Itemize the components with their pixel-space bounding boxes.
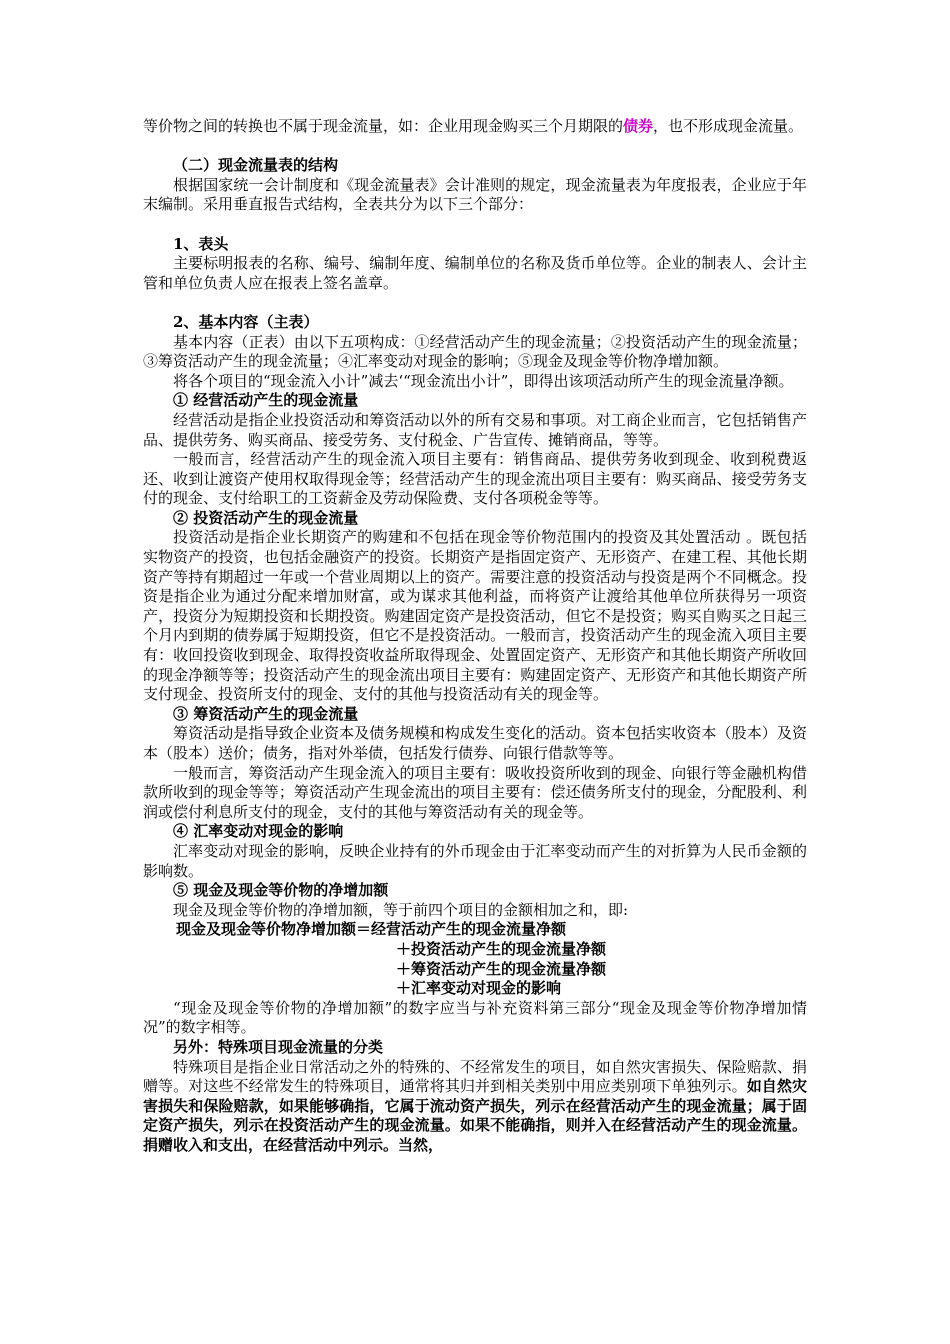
operating-body-1: 经营活动是指企业投资活动和筹资活动以外的所有交易和事项。对工商企业而言，它包括销售产品、提供劳务、购买商品、接受劳务、支付税金、广告宣传、摊销商品，等等。 xyxy=(143,410,807,449)
operating-heading: ① 经营活动产生的现金流量 xyxy=(173,391,359,410)
investing-heading: ② 投资活动产生的现金流量 xyxy=(173,508,359,527)
exchange-heading: ④ 汇率变动对现金的影响 xyxy=(173,822,344,841)
investing-body: 投资活动是指企业长期资产的购建和不包括在现金等价物范围内的投资及其处置活动 。既包括实物资产的投资，也包括金融资产的投资。长期资产是指固定资产、无形资产、在建工程、其他长期资产等持有期超过一年或一个营业周期以上的资产。需要注意的投资活动与投资是两个不同概念。投资是指企业为通过分配来增加财富，或为谋求其他利益，而将资产让渡给其他单位所获得另一项资产，投资分为短期投资和长期投资。购建固定资产是投资活动，但它不是投资；购买自购买之日起三个月内到期的债券属于短期投资，但它不是投资活动。一般而言，投资活动产生的现金流入项目主要有：收回投资收到现金、取得投资收益所取得现金、处置固定资产、无形资产和其他长期资产所收回的现金净额等等；投资活动产生的现金流出项目主要有：购建固定资产、无形资产和其他长期资产所支付现金、投资所支付的现金、支付的其他与投资活动有关的现金等。 xyxy=(143,528,807,704)
financing-body-2: 一般而言，筹资活动产生现金流入的项目主要有：吸收投资所收到的现金、向银行等金融机构借款所收到的现金等等；筹资活动产生现金流出的项目主要有：偿还债务所支付的现金，分配股利、利润或偿付利息所支付的现金，支付的其他与筹资活动有关的现金等。 xyxy=(143,763,807,821)
formula-line: ＋汇率变动对现金的影响 xyxy=(396,979,562,998)
part-header-heading: 1、表头 xyxy=(173,234,229,253)
formula-line: ＋投资活动产生的现金流量净额 xyxy=(396,939,607,958)
bond-link[interactable]: 债券 xyxy=(623,117,654,135)
formula-line: ＋筹资活动产生的现金流量净额 xyxy=(396,959,607,978)
financing-body-1: 筹资活动是指导致企业资本及债务规模和构成发生变化的活动。资本包括实收资本（股本）及资本（股本）送价；债务，指对外举债，包括发行债券、向银行借款等等。 xyxy=(143,724,807,762)
formula-line: 现金及现金等价物净增加额＝经营活动产生的现金流量净额 xyxy=(176,920,567,939)
net-increase-formula xyxy=(143,920,807,998)
section-structure-heading: （二）现金流量表的结构 xyxy=(173,156,339,175)
part-main-body-1: 基本内容（正表）由以下五项构成：①经营活动产生的现金流量；②投资活动产生的现金流量；③筹资活动产生的现金流量；④汇率变动对现金的影响；⑤现金及现金等价物净增加额。 xyxy=(143,332,807,371)
financing-heading: ③ 筹资活动产生的现金流量 xyxy=(173,704,359,723)
net-increase-note: “现金及现金等价物的净增加额”的数字应当与补充资料第三部分“现金及现金等价物净增加情况”的数字相等。 xyxy=(143,998,807,1037)
net-increase-heading: ⑤ 现金及现金等价物的净增加额 xyxy=(173,881,389,900)
special-items-heading: 另外：特殊项目现金流量的分类 xyxy=(173,1037,384,1056)
exchange-body: 汇率变动对现金的影响，反映企业持有的外币现金由于汇率变动而产生的对折算为人民币金额的影响数。 xyxy=(143,841,807,880)
operating-body-2: 一般而言，经营活动产生的现金流入项目主要有：销售商品、提供劳务收到现金、收到税费返还、收到让渡资产使用权取得现金等；经营活动产生的现金流出项目主要有：购买商品、接受劳务支付的现金、支付给职工的工资薪金及劳动保险费、支付各项税金等等。 xyxy=(143,450,807,508)
part-header-body: 主要标明报表的名称、编号、编制年度、编制单位的名称及货币单位等。企业的制表人、会计主管和单位负责人应在报表上签名盖章。 xyxy=(143,254,807,292)
part-main-body-2: 将各个项目的“现金流入小计”减去‘“现金流出小计”，即得出该项活动所产生的现金流量净额。 xyxy=(173,371,794,390)
net-increase-body: 现金及现金等价物的净增加额，等于前四个项目的金额相加之和，即: xyxy=(173,900,629,919)
special-items-body: 特殊项目是指企业日常活动之外的特殊的、不经常发生的项目，如自然灾害损失、保险赔款、捐赠等。对这些不经常发生的特殊项目，通常将其归并到相关类别中用应类别项下单独列示。如自然灾害损失和保险赔款，如果能够确指，它属于流动资产损失，列示在经营活动产生的现金流量；属于固定资产损失，列示在投资活动产生的现金流量。如果不能确指，则并入在经营活动产生的现金流量。捐赠收入和支出，在经营活动中列示。当然， xyxy=(143,1057,807,1154)
section-structure-body: 根据国家统一会计制度和《现金流量表》会计准则的规定，现金流量表为年度报表，企业应于年末编制。采用垂直报告式结构，全表共分为以下三个部分： xyxy=(143,175,807,214)
intro-paragraph: 等价物之间的转换也不属于现金流量，如：企业用现金购买三个月期限的债券，也不形成现金流量。 xyxy=(143,117,804,135)
part-main-heading: 2、基本内容（主表） xyxy=(173,312,319,331)
